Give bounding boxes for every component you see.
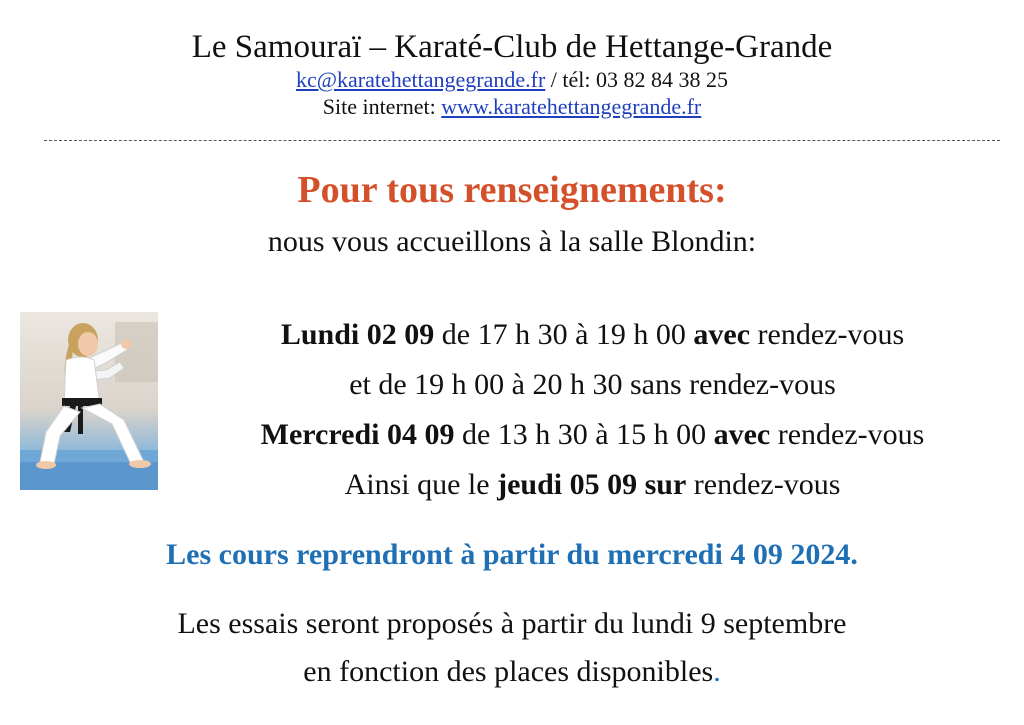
schedule-line-monday-evening: et de 19 h 00 à 20 h 30 sans rendez-vous	[349, 368, 836, 401]
trials-line-1: Les essais seront proposés à partir du lundi 9 septembre	[177, 607, 847, 640]
wednesday-date: Mercredi 04 09	[260, 418, 455, 451]
monday-times: de 17 h 30 à 19 h 00	[434, 318, 694, 351]
dashed-divider	[44, 140, 1000, 141]
karate-figure-icon	[20, 312, 158, 490]
website-link[interactable]: www.karatehettangegrande.fr	[441, 94, 702, 119]
trials-text	[0, 600, 1024, 696]
wednesday-times: de 13 h 30 à 15 h 00	[454, 418, 714, 451]
thursday-prefix: Ainsi que le	[344, 468, 498, 501]
wednesday-suffix: rendez-vous	[770, 418, 925, 451]
monday-suffix: rendez-vous	[750, 318, 905, 351]
site-label: Site internet:	[322, 94, 442, 119]
monday-mode: avec	[693, 318, 751, 351]
schedule-line-thursday	[180, 460, 1005, 510]
trials-line-2	[0, 648, 1024, 696]
monday-date: Lundi 02 09	[280, 318, 435, 351]
schedule-line-wednesday	[180, 410, 1005, 460]
phone-text: / tél: 03 82 84 38 25	[545, 67, 728, 92]
schedule-line-monday	[180, 310, 1005, 360]
trials-line-2-text: en fonction des places disponibles	[303, 655, 714, 688]
site-line	[0, 93, 1024, 120]
schedule-block	[180, 310, 1005, 510]
thursday-date: jeudi 05 09 sur	[497, 468, 687, 501]
club-header	[0, 28, 1024, 120]
resumption-notice: Les cours reprendront à partir du mercredi 4 09 2024.	[166, 538, 858, 571]
club-title: Le Samouraï – Karaté-Club de Hettange-Grande	[191, 29, 833, 65]
contact-line	[0, 66, 1024, 93]
wednesday-mode: avec	[713, 418, 771, 451]
info-heading: Pour tous renseignements:	[297, 169, 727, 211]
karate-kata-photo	[20, 312, 158, 490]
trials-line-2-period: .	[713, 655, 721, 688]
thursday-suffix: rendez-vous	[686, 468, 841, 501]
email-link[interactable]: kc@karatehettangegrande.fr	[295, 67, 546, 92]
intro-text: nous vous accueillons à la salle Blondin:	[267, 225, 757, 258]
